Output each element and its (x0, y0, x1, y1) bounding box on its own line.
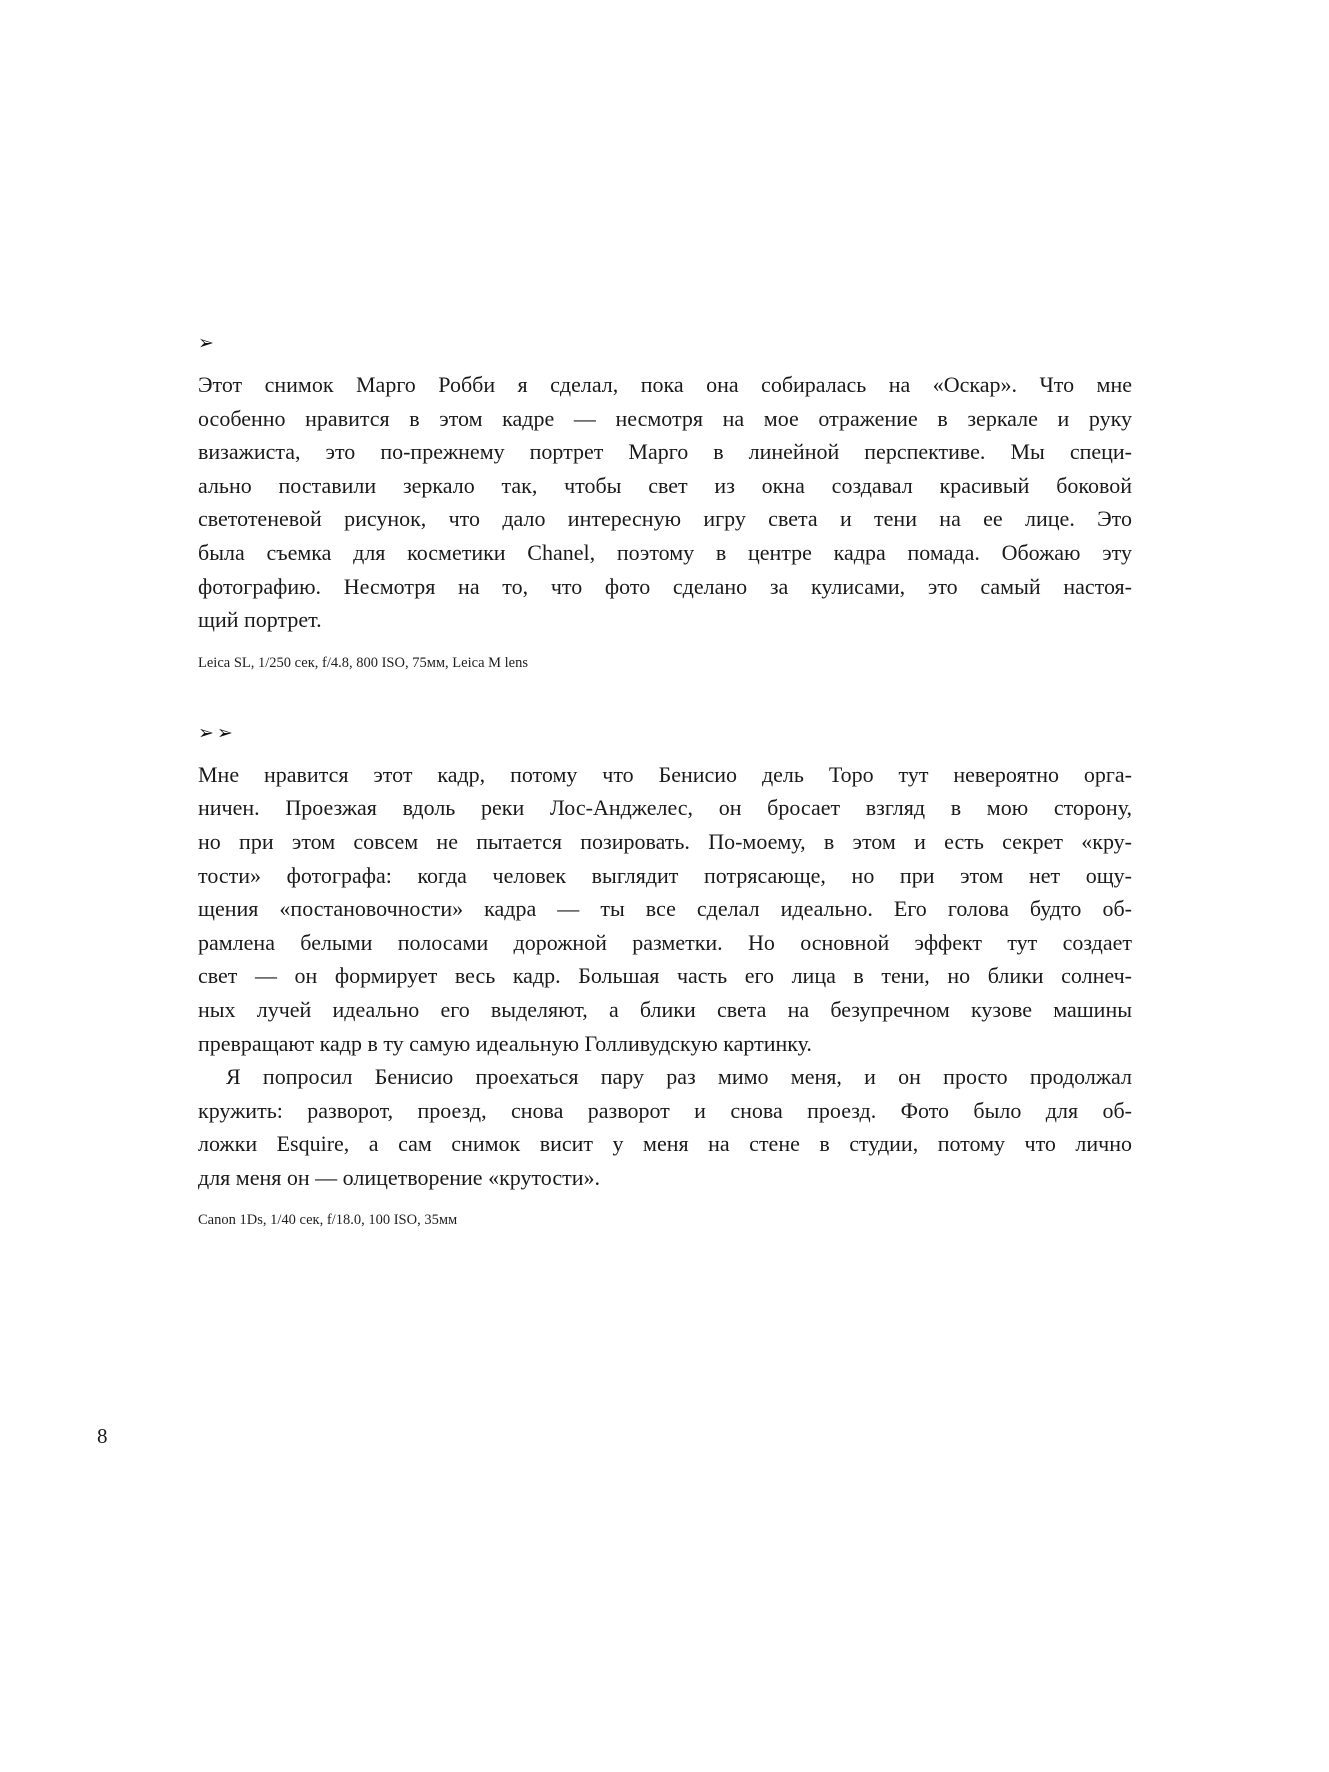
paragraph (198, 758, 1132, 1060)
page-content (198, 334, 1132, 1281)
paragraph (198, 368, 1132, 637)
text-line: визажиста, это по-прежнему портрет Марго в линейной перспективе. Мы специ- (198, 439, 1132, 465)
section-2 (198, 721, 1132, 1230)
text-line: для меня он — олицетворение «крутости». (198, 1164, 600, 1190)
text-line: Этот снимок Марго Робби я сделал, пока она собиралась на «Оскар». Что мне (198, 372, 1132, 397)
text-line: щения «постановочности» кадра — ты все сделал идеально. Его голова будто об- (198, 896, 1132, 922)
single-arrow-marker-icon: ➢ (198, 332, 214, 354)
text-line: особенно нравится в этом кадре — несмотря на мое отражение в зеркале и руку (198, 405, 1132, 431)
double-arrow-marker-icon: ➢➢ (198, 721, 236, 744)
camera-settings-caption-1: Leica SL, 1/250 сек, f/4.8, 800 ISO, 75мм, Leica M lens (198, 654, 529, 671)
text-line: рамлена белыми полосами дорожной разметки. Но основной эффект тут создает (198, 929, 1132, 955)
section-1 (198, 334, 1132, 672)
text-line: ных лучей идеально его выделяют, а блики света на безупречном кузове машины (198, 996, 1132, 1022)
paragraph-group-2 (198, 758, 1132, 1195)
text-line: фотографию. Несмотря на то, что фото сделано за кулисами, это самый настоя- (198, 573, 1132, 599)
text-line: кружить: разворот, проезд, снова разворот и снова проезд. Фото было для об- (198, 1097, 1132, 1123)
text-line: но при этом совсем не пытается позировать. По-моему, в этом и есть секрет «кру- (198, 828, 1132, 854)
text-line: светотеневой рисунок, что дало интересную игру света и тени на ее лице. Это (198, 506, 1132, 532)
text-line: Я попросил Бенисио проехаться пару раз мимо меня, и он просто продолжал (226, 1064, 1132, 1090)
text-line: тости» фотографа: когда человек выглядит потрясающе, но при этом нет ощу- (198, 862, 1132, 888)
text-line: превращают кадр в ту самую идеальную Голливудскую картинку. (198, 1030, 812, 1056)
paragraph (198, 1060, 1132, 1194)
text-line: ально поставили зеркало так, чтобы свет из окна создавал красивый боковой (198, 472, 1132, 498)
text-line: Мне нравится этот кадр, потому что Бенисио дель Торо тут невероятно орга- (198, 761, 1132, 787)
page-number: 8 (97, 1424, 108, 1448)
text-line: ничен. Проезжая вдоль реки Лос-Анджелес, он бросает взгляд в мою сторону, (198, 795, 1132, 821)
paragraph-group-1 (198, 368, 1132, 637)
text-line: ложки Esquire, а сам снимок висит у меня на стене в студии, потому что лично (198, 1131, 1132, 1157)
camera-settings-caption-2: Canon 1Ds, 1/40 сек, f/18.0, 100 ISO, 35мм (198, 1212, 458, 1229)
text-line: была съемка для косметики Chanel, поэтому в центре кадра помада. Обожаю эту (198, 539, 1132, 565)
text-line: щий портрет. (198, 607, 322, 633)
text-line: свет — он формирует весь кадр. Большая часть его лица в тени, но блики солнеч- (198, 963, 1132, 989)
